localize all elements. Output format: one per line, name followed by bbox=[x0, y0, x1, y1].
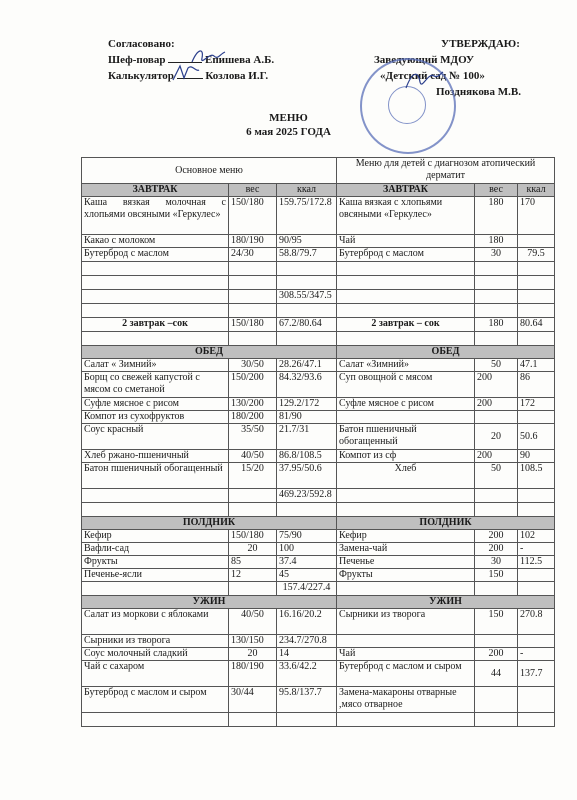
table-row bbox=[82, 569, 555, 582]
dish-kcal: - bbox=[518, 543, 555, 556]
dish-weight: 150/180 bbox=[229, 530, 277, 543]
dish-kcal: 37.4 bbox=[277, 556, 337, 569]
snack-heading-right: ПОЛДНИК bbox=[337, 517, 555, 530]
breakfast-heading-left: ЗАВТРАК bbox=[82, 184, 229, 197]
dish-name: Салат « Зимний» bbox=[82, 359, 229, 372]
dish-name: Сырники из творога bbox=[337, 609, 475, 635]
dish-weight: 180/190 bbox=[229, 661, 277, 687]
table-row bbox=[82, 248, 555, 262]
dish-name: Печенье-ясли bbox=[82, 569, 229, 582]
breakfast-total: 308.55/347.5 bbox=[277, 290, 337, 304]
document-date: 6 мая 2025 ГОДА bbox=[246, 126, 331, 138]
dish-kcal: 58.8/79.7 bbox=[277, 248, 337, 262]
weight-header: вес bbox=[475, 184, 518, 197]
dish-name: Замена-макароны отварные ,мясо отварное bbox=[337, 687, 475, 713]
dish-kcal: 170 bbox=[518, 197, 555, 235]
dish-weight: 150 bbox=[475, 609, 518, 635]
dish-kcal bbox=[518, 235, 555, 248]
dish-name: Кефир bbox=[337, 530, 475, 543]
kcal-header: ккал bbox=[277, 184, 337, 197]
dish-kcal: 50.6 bbox=[518, 424, 555, 450]
dish-name: Кефир bbox=[82, 530, 229, 543]
dish-weight: 20 bbox=[475, 424, 518, 450]
weight-header: вес bbox=[229, 184, 277, 197]
lunch-heading-left: ОБЕД bbox=[82, 346, 337, 359]
dish-kcal: 81/90 bbox=[277, 411, 337, 424]
dish-kcal: 137.7 bbox=[518, 661, 555, 687]
dish-name: Суфле мясное с рисом bbox=[337, 398, 475, 411]
dish-name: Печенье bbox=[337, 556, 475, 569]
dish-weight: 44 bbox=[475, 661, 518, 687]
dish-weight: 150 bbox=[475, 569, 518, 582]
dish-name: Чай с сахаром bbox=[82, 661, 229, 687]
table-row bbox=[82, 530, 555, 543]
dish-name: Бутерброд с маслом и сыром bbox=[82, 687, 229, 713]
dish-weight: 200 bbox=[475, 450, 518, 463]
table-row bbox=[82, 556, 555, 569]
dish-weight: 180 bbox=[475, 235, 518, 248]
head-title: Заведующий МДОУ bbox=[374, 54, 475, 66]
dish-name: Фрукты bbox=[337, 569, 475, 582]
dish-weight: 200 bbox=[475, 398, 518, 411]
dish-weight: 20 bbox=[229, 543, 277, 556]
second-breakfast-right: 2 завтрак – сок bbox=[337, 318, 475, 332]
dish-name: Вафли-сад bbox=[82, 543, 229, 556]
table-row bbox=[82, 635, 555, 648]
dish-kcal: 16.16/20.2 bbox=[277, 609, 337, 635]
dish-name: Компот из сф bbox=[337, 450, 475, 463]
dish-kcal: 234.7/270.8 bbox=[277, 635, 337, 648]
dish-weight: 24/30 bbox=[229, 248, 277, 262]
dish-weight: 200 bbox=[475, 372, 518, 398]
dish-kcal: 80.64 bbox=[518, 318, 555, 332]
dish-weight: 20 bbox=[229, 648, 277, 661]
dish-name: Салат «Зимний» bbox=[337, 359, 475, 372]
dish-kcal: 270.8 bbox=[518, 609, 555, 635]
table-row bbox=[82, 609, 555, 635]
dish-kcal: 37.95/50.6 bbox=[277, 463, 337, 489]
table-row bbox=[82, 359, 555, 372]
dish-kcal: 172 bbox=[518, 398, 555, 411]
dish-name: Борщ со свежей капустой с мясом со сметаной bbox=[82, 372, 229, 398]
calculator-name: Козлова И.Г. bbox=[205, 70, 269, 82]
dish-kcal: 159.75/172.8 bbox=[277, 197, 337, 235]
right-menu-heading: Меню для детей с диагнозом атопический дерматит bbox=[337, 158, 555, 184]
chef-name: Епишева А.Б. bbox=[205, 54, 275, 66]
dish-kcal: 75/90 bbox=[277, 530, 337, 543]
dish-weight: 130/150 bbox=[229, 635, 277, 648]
snack-total: 157.4/227.4 bbox=[277, 582, 337, 596]
dish-weight: 180 bbox=[475, 318, 518, 332]
head-signature bbox=[404, 68, 444, 94]
dish-weight: 180/190 bbox=[229, 235, 277, 248]
dish-weight: 200 bbox=[475, 530, 518, 543]
kcal-header: ккал bbox=[518, 184, 555, 197]
approve-label: УТВЕРЖДАЮ: bbox=[441, 38, 520, 50]
table-row bbox=[82, 372, 555, 398]
lunch-heading-right: ОБЕД bbox=[337, 346, 555, 359]
dinner-heading-right: УЖИН bbox=[337, 596, 555, 609]
dish-weight: 50 bbox=[475, 359, 518, 372]
calculator-label: Калькулятор bbox=[108, 70, 174, 82]
dish-kcal: 84.32/93.6 bbox=[277, 372, 337, 398]
dish-name: Батон пшеничный обогащенный bbox=[82, 463, 229, 489]
dish-name: Компот из сухофруктов bbox=[82, 411, 229, 424]
dish-name: Чай bbox=[337, 235, 475, 248]
dish-weight: 150/180 bbox=[229, 318, 277, 332]
dinner-heading-left: УЖИН bbox=[82, 596, 337, 609]
dish-kcal: 21.7/31 bbox=[277, 424, 337, 450]
dish-name: Каша вязкая с хлопьями овсяными «Геркулес» bbox=[337, 197, 475, 235]
chef-label: Шеф-повар bbox=[108, 54, 166, 66]
dish-kcal: 90 bbox=[518, 450, 555, 463]
dish-kcal: 86.8/108.5 bbox=[277, 450, 337, 463]
table-row bbox=[82, 398, 555, 411]
total-row bbox=[82, 489, 555, 503]
dish-name: Замена-чай bbox=[337, 543, 475, 556]
dish-name: Батон пшеничный обогащенный bbox=[337, 424, 475, 450]
table-row bbox=[82, 424, 555, 450]
dish-kcal: 28.26/47.1 bbox=[277, 359, 337, 372]
dish-weight: 200 bbox=[475, 648, 518, 661]
table-row bbox=[82, 450, 555, 463]
total-row bbox=[82, 290, 555, 304]
total-row bbox=[82, 582, 555, 596]
dish-kcal: 67.2/80.64 bbox=[277, 318, 337, 332]
dish-weight: 35/50 bbox=[229, 424, 277, 450]
dish-weight: 30/50 bbox=[229, 359, 277, 372]
second-breakfast-left: 2 завтрак –сок bbox=[82, 318, 229, 332]
dish-weight: 150/200 bbox=[229, 372, 277, 398]
dish-weight: 12 bbox=[229, 569, 277, 582]
dish-name: Бутерброд с маслом и сыром bbox=[337, 661, 475, 687]
calculator-signature bbox=[170, 62, 202, 84]
dish-weight: 30 bbox=[475, 556, 518, 569]
dish-name: Салат из моркови с яблоками bbox=[82, 609, 229, 635]
dish-kcal: 79.5 bbox=[518, 248, 555, 262]
dish-kcal: 86 bbox=[518, 372, 555, 398]
dish-name: Чай bbox=[337, 648, 475, 661]
dish-name: Соус красный bbox=[82, 424, 229, 450]
dish-kcal bbox=[518, 569, 555, 582]
dish-kcal: - bbox=[518, 648, 555, 661]
dish-kcal: 14 bbox=[277, 648, 337, 661]
dish-weight: 150/180 bbox=[229, 197, 277, 235]
dish-weight: 85 bbox=[229, 556, 277, 569]
lunch-total: 469.23/592.8 bbox=[277, 489, 337, 503]
dish-name: Бутерброд с маслом bbox=[82, 248, 229, 262]
dish-kcal: 33.6/42.2 bbox=[277, 661, 337, 687]
dish-kcal: 112.5 bbox=[518, 556, 555, 569]
snack-heading-left: ПОЛДНИК bbox=[82, 517, 337, 530]
left-menu-heading: Основное меню bbox=[82, 158, 337, 184]
table-row bbox=[82, 687, 555, 713]
agreed-label: Согласовано: bbox=[108, 38, 175, 50]
table-row bbox=[82, 661, 555, 687]
dish-kcal: 47.1 bbox=[518, 359, 555, 372]
dish-kcal: 108.5 bbox=[518, 463, 555, 489]
dish-weight: 50 bbox=[475, 463, 518, 489]
dish-name: Сырники из творога bbox=[82, 635, 229, 648]
document-title: МЕНЮ bbox=[269, 112, 308, 124]
head-name: Позднякова М.В. bbox=[436, 86, 521, 98]
dish-weight: 180/200 bbox=[229, 411, 277, 424]
dish-name: Фрукты bbox=[82, 556, 229, 569]
breakfast-heading-right: ЗАВТРАК bbox=[337, 184, 475, 197]
kindergarten-name: «Детский сад № 100» bbox=[380, 70, 485, 82]
dish-weight: 40/50 bbox=[229, 609, 277, 635]
dish-name: Суфле мясное с рисом bbox=[82, 398, 229, 411]
dish-weight: 130/200 bbox=[229, 398, 277, 411]
menu-table bbox=[81, 157, 555, 727]
dish-kcal: 129.2/172 bbox=[277, 398, 337, 411]
dish-weight: 200 bbox=[475, 543, 518, 556]
dish-weight: 30/44 bbox=[229, 687, 277, 713]
table-row bbox=[82, 197, 555, 235]
dish-weight: 15/20 bbox=[229, 463, 277, 489]
dish-name: Суп овощной с мясом bbox=[337, 372, 475, 398]
dish-kcal: 45 bbox=[277, 569, 337, 582]
dish-kcal: 100 bbox=[277, 543, 337, 556]
dish-weight: 30 bbox=[475, 248, 518, 262]
dish-weight: 40/50 bbox=[229, 450, 277, 463]
table-row bbox=[82, 648, 555, 661]
dish-kcal: 95.8/137.7 bbox=[277, 687, 337, 713]
dish-name: Соус молочный сладкий bbox=[82, 648, 229, 661]
dish-weight: 180 bbox=[475, 197, 518, 235]
dish-name: Хлеб bbox=[337, 463, 475, 489]
dish-kcal: 90/95 bbox=[277, 235, 337, 248]
table-row bbox=[82, 235, 555, 248]
dish-kcal: 102 bbox=[518, 530, 555, 543]
dish-name: Хлеб ржано-пшеничный bbox=[82, 450, 229, 463]
dish-name: Какао с молоком bbox=[82, 235, 229, 248]
table-row bbox=[82, 463, 555, 489]
table-row bbox=[82, 318, 555, 332]
table-row bbox=[82, 543, 555, 556]
dish-name: Каша вязкая молочная с хлопьями овсяными «Геркулес» bbox=[82, 197, 229, 235]
dish-name: Бутерброд с маслом bbox=[337, 248, 475, 262]
table-row bbox=[82, 411, 555, 424]
